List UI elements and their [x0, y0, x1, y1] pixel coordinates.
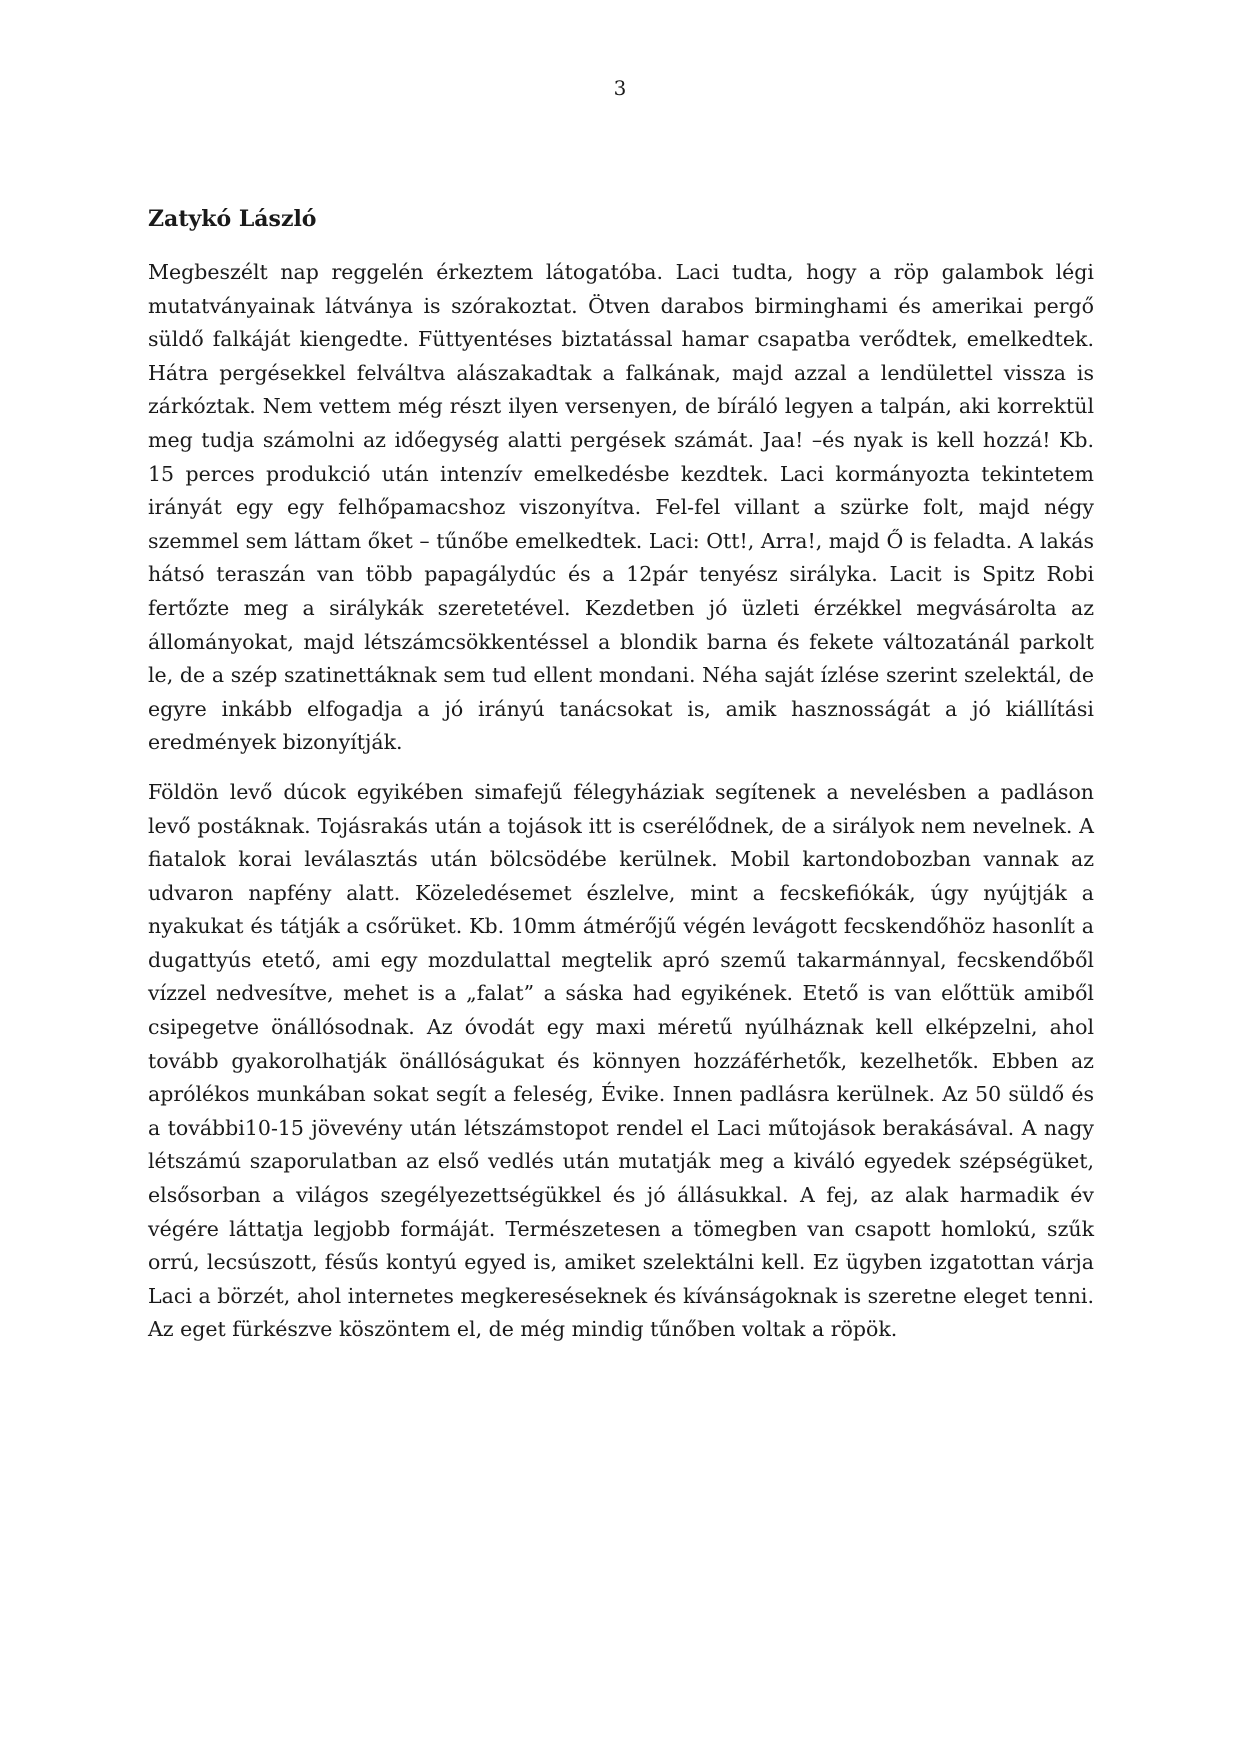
- page-number: 3: [613, 76, 627, 100]
- article-body: [148, 202, 1094, 1347]
- article-heading: Zatykó László: [148, 206, 317, 232]
- paragraph-1: Megbeszélt nap reggelén érkeztem látogatóba. Laci tudta, hogy a röp galambok légi mutatványainak látványa is szórakoztat. Ötven darabos birminghami és amerikai pergő süldő falkáját kiengedte. Füttyentéses biztatással hamar csapatba verődtek, emelkedtek. Hátra pergésekkel felváltva alászakadtak a falkának, majd azzal a lendülettel vissza is zárkóztak. Nem vettem még részt ilyen versenyen, de bíráló legyen a talpán, aki korrektül meg tudja számolni az időegység alatti pergések számát. Jaa! –és nyak is kell hozzá! Kb. 15 perces produkció után intenzív emelkedésbe kezdtek. Laci kormányozta tekintetem irányát egy egy felhőpamacshoz viszonyítva. Fel-fel villant a szürke folt, majd négy szemmel sem láttam őket – tűnőbe emelkedtek. Laci: Ott!, Arra!, majd Ő is feladta. A lakás hátsó teraszán van több papagálydúc és a 12pár tenyész sirályka. Lacit is Spitz Robi fertőzte meg a sirálykák szeretetével. Kezdetben jó üzleti érzékkel megvásárolta az állományokat, majd létszámcsökkentéssel a blondik barna és fekete változatánál parkolt le, de a szép szatinettáknak sem tud ellent mondani. Néha saját ízlése szerint szelektál, de egyre inkább elfogadja a jó irányú tanácsokat is, amik hasznosságát a jó kiállítási eredmények bizonyítják.: [148, 260, 1094, 755]
- paragraph-2: Földön levő dúcok egyikében simafejű félegyháziak segítenek a nevelésben a padláson levő postáknak. Tojásrakás után a tojások itt is cserélődnek, de a sirályok nem nevelnek. A fiatalok korai leválasztás után bölcsödébe kerülnek. Mobil kartondobozban vannak az udvaron napfény alatt. Közeledésemet észlelve, mint a fecskefiókák, úgy nyújtják a nyakukat és tátják a csőrüket. Kb. 10mm átmérőjű végén levágott fecskendőhöz hasonlít a dugattyús etető, ami egy mozdulattal megtelik apró szemű takarmánnyal, fecskendőből vízzel nedvesítve, mehet is a „falat” a sáska had egyikének. Etető is van előttük amiből csipegetve önállósodnak. Az óvodát egy maxi méretű nyúlháznak kell elképzelni, ahol tovább gyakorolhatják önállóságukat és könnyen hozzáférhetők, kezelhetők. Ebben az aprólékos munkában sokat segít a feleség, Évike. Innen padlásra kerülnek. Az 50 süldő és a további10-15 jövevény után létszámstopot rendel el Laci műtojások berakásával. A nagy létszámú szaporulatban az első vedlés után mutatják meg a kiváló egyedek szépségüket, elsősorban a világos szegélyezettségükkel és jó állásukkal. A fej, az alak harmadik év végére láttatja legjobb formáját. Természetesen a tömegben van csapott homlokú, szűk orrú, lecsúszott, fésűs kontyú egyed is, amiket szelektálni kell. Ez ügyben izgatottan várja Laci a börzét, ahol internetes megkereséseknek és kívánságoknak is szeretne eleget tenni. Az eget fürkészve köszöntem el, de még mindig tűnőben voltak a röpök.: [148, 779, 1094, 1342]
